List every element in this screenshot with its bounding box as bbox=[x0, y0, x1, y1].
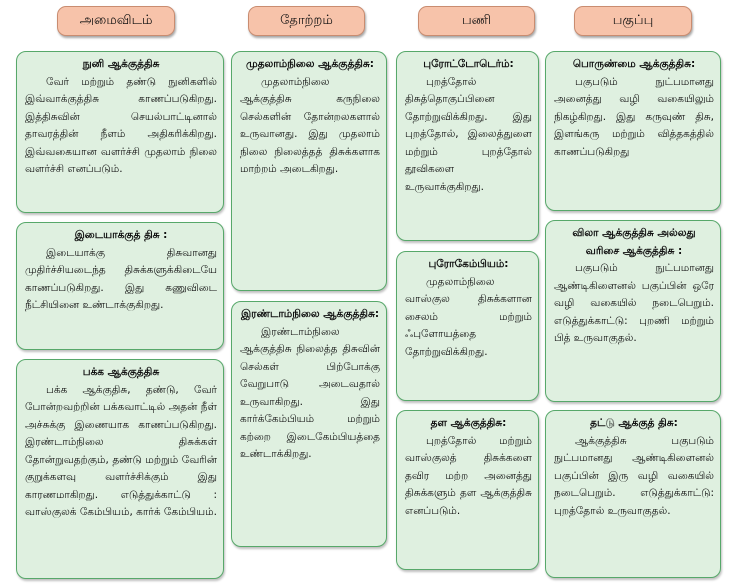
card-title: புரோகேம்பியம்: bbox=[428, 258, 509, 270]
card-body: இடையாக்கு திசுவானது முதிர்ச்சியடைந்த திசுக்களுக்கிடையே காணப்படுகிறது. இது கணுவிடை நீட்சியினை உண்டாக்குகிறது. bbox=[25, 246, 217, 311]
card-title: தட்டு ஆக்குத் திசு: bbox=[590, 417, 678, 429]
card-title: பொருண்மை ஆக்குத்திசு: bbox=[572, 58, 696, 70]
card-body: பக்க ஆக்குதிசு, தண்டு, வேர் போன்றவற்றின் பக்கவாட்டில் அதன் நீள் அச்சுக்கு இணையாக காணப்படுகிறது. இரண்டாம்நிலை திசுக்கள் தோன்றுவதற்கும், தண்டு மற்றும் வேரின் குறுக்களவு வளர்ச்சிக்கும் இது காரணமாகிறது. எடுத்துக்காட்டு : வாஸ்குலக் கேம்பியம், கார்க் கேம்பியம். bbox=[25, 383, 217, 518]
card-rib-meristem bbox=[545, 220, 721, 402]
card-title: இடையாக்குத் திசு : bbox=[74, 229, 168, 241]
card-secondary-meristem bbox=[231, 301, 387, 547]
card-lateral-meristem bbox=[16, 359, 224, 579]
card-title: புரோட்டோடெர்ம்: bbox=[423, 58, 514, 70]
header-location bbox=[57, 6, 175, 36]
card-plate-meristem bbox=[545, 410, 721, 578]
card-apical-meristem bbox=[16, 51, 224, 213]
card-body: ஆக்குத்திசு பகுபடும் நுட்பமானது ஆண்டிகிளைனல் பகுப்பின் இரு வழி வகையில் நடைபெறும். எடுத்துக்காட்டு: புறத்தோல் உருவாகுதல். bbox=[554, 434, 714, 517]
card-body: புறத்தோல் மற்றும் வாஸ்குலத் திசுக்களை தவிர மற்ற அனைத்து திசுக்களும் தள ஆக்குத்திசு எனப்படும். bbox=[405, 434, 532, 517]
card-procambium bbox=[396, 251, 539, 401]
header-label: அமைவிடம் bbox=[79, 13, 153, 28]
header-label: பணி bbox=[461, 13, 491, 28]
card-title: இரண்டாம்நிலை ஆக்குத்திசு: bbox=[240, 308, 380, 320]
header-function bbox=[418, 6, 535, 36]
card-body: வேர் மற்றும் தண்டு நுனிகளில் இவ்வாக்குத்திசு காணப்படுகிறது. இத்திசுவின் செயல்பாட்டினால் தாவரத்தின் நீளம் அதிகரிக்கிறது. இவ்வகையான வளர்ச்சி முதலாம் நிலை வளர்ச்சி எனப்படும். bbox=[25, 75, 217, 175]
card-title: விலா ஆக்குத்திசு அல்லது வரிசை ஆக்குத்திசு : bbox=[572, 227, 696, 257]
card-title: பக்க ஆக்குத்திசு bbox=[82, 366, 160, 378]
header-origin bbox=[248, 6, 365, 36]
card-body: புறத்தோல் திசுத்தொகுப்பினை தோற்றுவிக்கிறது. இது புறத்தோல், இலைத்துளை மற்றும் புறத்தோல் தூவிகளை உருவாக்குகிறது. bbox=[405, 75, 532, 193]
card-title: தள ஆக்குத்திசு: bbox=[430, 417, 507, 429]
card-protoderm bbox=[396, 51, 539, 241]
card-body: பகுபடும் நுட்பமானது அனைத்து வழி வகையிலும் நிகழ்கிறது. இது கருவுண் திசு, இளங்கரு மற்றும் வித்தகத்தில் காணப்படுகிறது bbox=[554, 75, 714, 158]
card-primary-meristem bbox=[231, 51, 387, 291]
card-title: முதலாம்நிலை ஆக்குத்திசு: bbox=[246, 58, 374, 70]
header-label: பகுப்பு bbox=[612, 13, 654, 28]
card-mass-meristem bbox=[545, 51, 721, 211]
card-ground-meristem bbox=[396, 410, 539, 570]
card-body: பகுபடும் நுட்பமானது ஆண்டிகிளைனல் பகுப்பின் ஒரே வழி வகையில் நடைபெறும். எடுத்துக்காட்டு: புறணி மற்றும் பித் உருவாகுதல். bbox=[554, 262, 714, 344]
header-division bbox=[574, 6, 692, 36]
card-body: முதலாம்நிலை ஆக்குத்திசு கருநிலை செல்களின் தோன்றலகளால் உருவானது. இது முதலாம் நிலை நிலைத்தத் திசுக்களாக மாற்றம் அடைகிறது. bbox=[240, 75, 380, 175]
card-body: இரண்டாம்நிலை ஆக்குத்திசு நிலைத்த திசுவின் செல்கள் பிற்போக்கு வேறுபாடு அடைவதால் உருவாகிறது. இது கார்க்கேம்பியம் மற்றும் கற்றை இடைகேம்பியத்தை உண்டாக்கிறது. bbox=[240, 325, 380, 460]
header-label: தோற்றம் bbox=[280, 13, 333, 28]
card-body: முதலாம்நிலை வாஸ்குல திசுக்களான சைலம் மற்றும் ஃபுளோயத்தை தோற்றுவிக்கிறது. bbox=[405, 275, 532, 358]
card-intercalary-meristem bbox=[16, 222, 224, 350]
card-title: நுனி ஆக்குத்திசு bbox=[82, 58, 160, 70]
